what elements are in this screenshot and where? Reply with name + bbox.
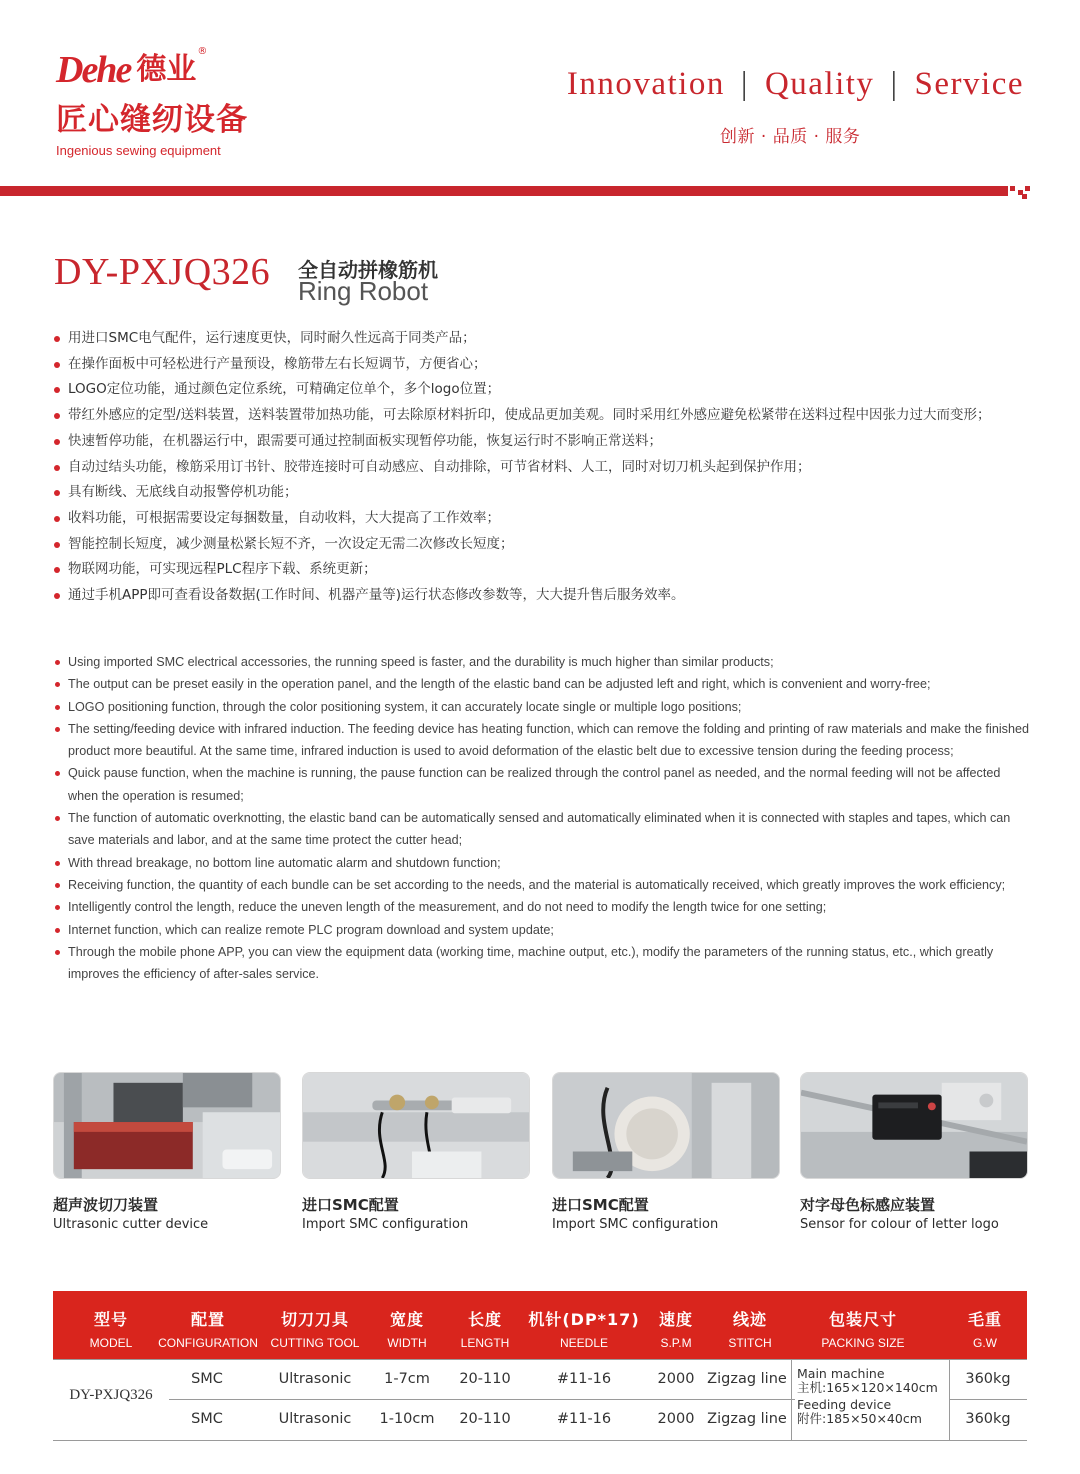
header-en: LENGTH: [460, 1336, 510, 1350]
cell-configuration: SMC: [191, 1411, 223, 1427]
cell-needle: #11-16: [556, 1411, 612, 1427]
list-item: Intelligently control the length, reduce the uneven length of the measurement, and do not need to modify the length twice for one setting;: [52, 896, 1032, 918]
header-en: STITCH: [728, 1336, 772, 1350]
spec-table-body: [53, 1359, 1027, 1441]
header-spm: [645, 1291, 707, 1359]
tagline-separator: |: [890, 66, 899, 102]
logo-cn: 德业: [136, 52, 197, 87]
cell-width: 1-7cm: [384, 1371, 430, 1387]
product-model: DY-PXJQ326: [54, 251, 271, 293]
photo-caption-cn: 进口SMC配置: [552, 1196, 649, 1214]
list-item: 智能控制长短度，减少测量松紧长短不齐，一次设定无需二次修改长短度；: [52, 532, 1012, 558]
photo-caption-en: Ultrasonic cutter device: [53, 1217, 209, 1232]
photo-caption-en: Import SMC configuration: [302, 1217, 469, 1232]
model-cell: DY-PXJQ326: [69, 1387, 153, 1403]
smc-config-photo-1: [302, 1072, 530, 1179]
list-item: Receiving function, the quantity of each bundle can be set according to the needs, and the material is automatically received, which greatly improves the work efficiency;: [52, 874, 1032, 896]
packing-feeding-label: Feeding device: [797, 1397, 892, 1412]
list-item: 通过手机APP即可查看设备数据(工作时间、机器产量等)运行状态修改参数等，大大提升售后服务效率。: [52, 583, 1012, 609]
header-cn: 宽度: [389, 1310, 424, 1329]
slogan-cn: 匠心缝纫设备: [56, 102, 248, 138]
header-en: G.W: [973, 1336, 997, 1350]
cell-gw: 360kg: [965, 1371, 1011, 1387]
list-item: The setting/feeding device with infrared induction. The feeding device has heating function, which can remove the folding and printing of raw materials and make the finished product more beautiful. At the same time, infrared induction is used to avoid deformation of the elastic belt due to excessive tension during the feeding process;: [52, 718, 1032, 763]
list-item: Internet function, which can realize remote PLC program download and system update;: [52, 919, 1032, 941]
tagline-quality: Quality: [764, 66, 875, 102]
list-item: 具有断线、无底线自动报警停机功能；: [52, 480, 1012, 506]
list-item: LOGO定位功能，通过颜色定位系统，可精确定位单个，多个logo位置；: [52, 377, 1012, 403]
photo-caption-cn: 超声波切刀装置: [53, 1196, 159, 1214]
tagline: [567, 66, 1024, 103]
spec-table-header: [53, 1291, 1027, 1359]
cell-configuration: SMC: [191, 1371, 223, 1387]
cell-spm: 2000: [657, 1411, 695, 1427]
band-decoration: [1008, 186, 1032, 200]
table-rule: [53, 1440, 1027, 1441]
cell-stitch: Zigzag line: [707, 1371, 787, 1387]
packing-main-size: 主机:165×120×140cm: [797, 1380, 938, 1395]
table-rule: [949, 1399, 1027, 1400]
smc-config-photo-2: [552, 1072, 780, 1179]
header-width: [367, 1291, 447, 1359]
header-configuration: [153, 1291, 263, 1359]
header-cn: 长度: [467, 1310, 502, 1329]
brand-logo: [56, 40, 296, 158]
header-length: [445, 1291, 525, 1359]
header-cutting-tool: [265, 1291, 365, 1359]
product-name-cn: 全自动拼橡筋机: [298, 258, 438, 282]
cell-length: 20-110: [459, 1371, 511, 1387]
header-divider-band: [0, 186, 1008, 196]
header-cn: 机针(DP*17): [528, 1310, 640, 1329]
cell-cutting-tool: Ultrasonic: [278, 1371, 352, 1387]
header-gw: [945, 1291, 1025, 1359]
cell-gw: 360kg: [965, 1411, 1011, 1427]
cell-length: 20-110: [459, 1411, 511, 1427]
list-item: The output can be preset easily in the operation panel, and the length of the elastic band can be adjusted left and right, which is convenient and worry-free;: [52, 673, 1032, 695]
header-cn: 切刀刀具: [280, 1310, 349, 1329]
packing-main-label: Main machine: [797, 1366, 885, 1381]
header-cn: 速度: [658, 1310, 693, 1329]
photo-caption-en: Import SMC configuration: [552, 1217, 719, 1232]
list-item: Quick pause function, when the machine is running, the pause function can be realized through the control panel as needed, and the normal feeding will not be affected when the operation is resumed;: [52, 762, 1032, 807]
header-en: WIDTH: [387, 1336, 427, 1350]
color-sensor-photo: [800, 1072, 1028, 1179]
features-en-list: [52, 651, 1032, 985]
cell-width: 1-10cm: [379, 1411, 435, 1427]
header-en: CONFIGURATION: [158, 1336, 258, 1350]
header-en: MODEL: [89, 1336, 133, 1350]
header-en: CUTTING TOOL: [270, 1336, 360, 1350]
header-stitch: [707, 1291, 793, 1359]
list-item: 带红外感应的定型/送料装置，送料装置带加热功能，可去除原材料折印，使成品更加美观。同时采用红外感应避免松紧带在送料过程中因张力过大而变形；: [52, 403, 1012, 429]
cell-stitch: Zigzag line: [707, 1411, 787, 1427]
header-cn: 包装尺寸: [828, 1310, 897, 1329]
header-cn: 型号: [93, 1310, 128, 1329]
photo-caption-cn: 进口SMC配置: [302, 1196, 399, 1214]
list-item: 自动过结头功能，橡筋采用订书针、胶带连接时可自动感应、自动排除，可节省材料、人工，同时对切刀机头起到保护作用；: [52, 455, 1012, 481]
logo-mark: Dehe: [56, 49, 131, 91]
slogan-en: Ingenious sewing equipment: [56, 143, 221, 158]
product-name-en: Ring Robot: [298, 276, 429, 306]
list-item: With thread breakage, no bottom line automatic alarm and shutdown function;: [52, 852, 1032, 874]
table-rule: [53, 1359, 1027, 1360]
header-cn: 毛重: [967, 1310, 1002, 1329]
ultrasonic-cutter-photo: [53, 1072, 281, 1179]
header-packing-size: [795, 1291, 931, 1359]
header-cn: 配置: [190, 1310, 225, 1329]
cell-needle: #11-16: [556, 1371, 612, 1387]
tagline-separator: |: [740, 66, 749, 102]
registered-mark: ®: [197, 46, 208, 57]
header-model: [53, 1291, 169, 1359]
list-item: Using imported SMC electrical accessories, the running speed is faster, and the durability is much higher than similar products;: [52, 651, 1032, 673]
photo-caption-cn: 对字母色标感应装置: [800, 1196, 936, 1214]
list-item: 物联网功能，可实现远程PLC程序下载、系统更新；: [52, 557, 1012, 583]
list-item: 用进口SMC电气配件，运行速度更快，同时耐久性远高于同类产品；: [52, 326, 1012, 352]
header-en: S.P.M: [660, 1336, 692, 1350]
list-item: 在操作面板中可轻松进行产量预设，橡筋带左右长短调节，方便省心；: [52, 352, 1012, 378]
table-rule: [169, 1399, 795, 1400]
header-en: PACKING SIZE: [821, 1336, 905, 1350]
cell-cutting-tool: Ultrasonic: [278, 1411, 352, 1427]
header-needle: [527, 1291, 641, 1359]
packing-feeding-size: 附件:185×50×40cm: [797, 1411, 922, 1426]
list-item: LOGO positioning function, through the color positioning system, it can accurately locate single or multiple logo positions;: [52, 696, 1032, 718]
list-item: 快速暂停功能，在机器运行中，跟需要可通过控制面板实现暂停功能，恢复运行时不影响正常送料；: [52, 429, 1012, 455]
list-item: Through the mobile phone APP, you can view the equipment data (working time, machine output, etc.), modify the parameters of the running status, etc., which greatly improves the efficiency of after-sales service.: [52, 941, 1032, 986]
list-item: The function of automatic overknotting, the elastic band can be automatically sensed and automatically eliminated when it is connected with staples and tapes, which can save materials and labor, and at the same time protect the cutter head;: [52, 807, 1032, 852]
header-en: NEEDLE: [559, 1336, 609, 1350]
list-item: 收料功能，可根据需要设定每捆数量，自动收料，大大提高了工作效率；: [52, 506, 1012, 532]
tagline-innovation: Innovation: [566, 66, 725, 102]
tagline-service: Service: [914, 66, 1024, 102]
tagline-cn: 创新 · 品质 · 服务: [720, 127, 861, 147]
cell-spm: 2000: [657, 1371, 695, 1387]
photo-caption-en: Sensor for colour of letter logo: [800, 1217, 999, 1232]
features-cn-list: [52, 326, 1012, 609]
header-cn: 线迹: [732, 1310, 767, 1329]
